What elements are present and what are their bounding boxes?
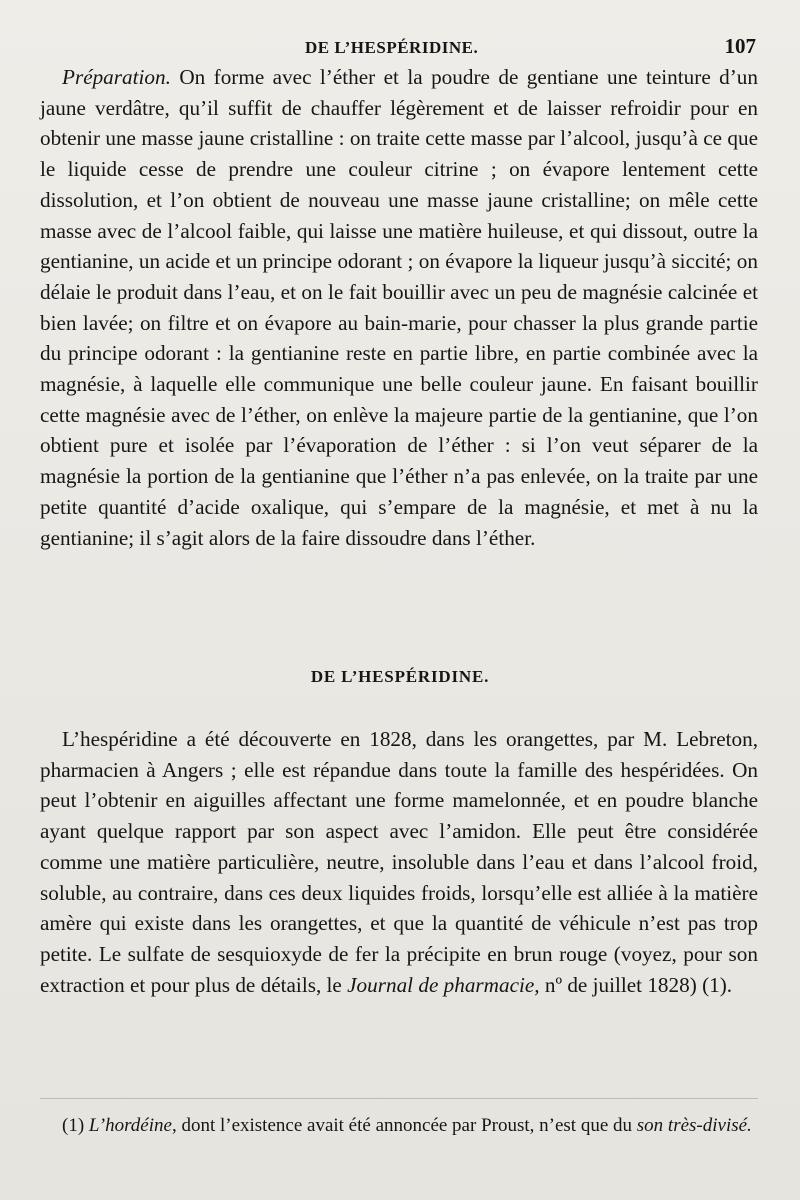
footnote-term: L’hordéine — [88, 1115, 172, 1136]
footnote-text: , dont l’existence avait été annoncée par Proust, n’est que du — [171, 1115, 637, 1136]
page-number: 107 — [724, 34, 756, 58]
preparation-paragraph — [40, 62, 758, 553]
section-title: DE L’HESPÉRIDINE. — [310, 667, 490, 686]
preparation-lead: Préparation. — [62, 65, 171, 89]
hesperidine-text-after: nº de juillet 1828) (1). — [539, 972, 733, 997]
hesperidine-paragraph — [40, 724, 758, 1000]
footnote-ending: son très-divisé. — [636, 1115, 752, 1136]
running-header: DE L’HESPÉRIDINE. — [305, 38, 479, 57]
hesperidine-text-before: L’hespéridine a été découverte en 1828, dans les orangettes, par M. Lebreton, pharmacien à Angers ; elle est répandue dans toute la famille des hespéridées. On peut l’obtenir en aiguilles affectant une forme mamelonnée, et en poudre blanche ayant quelque rapport par son aspect avec l’amidon. Elle peut être considérée comme une matière particulière, neutre, insoluble dans l’eau et dans l’alcool froid, soluble, au contraire, dans ces deux liquides froids, lorsqu’elle est alliée à la matière amère qui existe dans les orangettes, et que la quantité de véhicule n’est pas trop petite. Le sulfate de sesquioxyde de fer la précipite en brun rouge (voyez, pour son extraction et pour plus de détails, le — [40, 727, 758, 997]
footnote-divider — [40, 1098, 758, 1099]
preparation-text: On forme avec l’éther et la poudre de gentiane une teinture d’un jaune verdâtre, qu’il suffit de chauffer légèrement et de laisser refroidir pour en obtenir une masse jaune cristalline : on traite cette masse par l’alcool, jusqu’à ce que le liquide cesse de prendre une couleur citrine ; on évapore lentement cette dissolution, et l’on obtient de nouveau une masse jaune cristalline; on mêle cette masse avec de l’alcool faible, qui laisse une matière huileuse, et qui dissout, outre la gentianine, un acide et un principe odorant ; on évapore la liqueur jusqu’à siccité; on délaie le produit dans l’eau, et on le fait bouillir avec un peu de magnésie calcinée et bien lavée; on filtre et on évapore au bain-marie, pour chasser la plus grande partie du principe odorant : la gentianine reste en partie libre, en partie combinée avec la magnésie, à laquelle elle communique une belle couleur jaune. En faisant bouillir cette magnésie avec de l’éther, on enlève la majeure partie de la gentianine, que l’on obtient pure et isolée par l’évaporation de l’éther : si l’on veut séparer de la magnésie la portion de la gentianine que l’éther n’a pas enlevée, on la traite par une petite quantité d’acide oxalique, qui s’empare de la magnésie, et met à nu la gentianine; il s’agit alors de la faire dissoudre dans l’éther. — [40, 65, 758, 550]
journal-reference: Journal de pharmacie, — [347, 972, 540, 997]
footnote-marker: (1) — [62, 1115, 89, 1136]
footnote — [40, 1112, 758, 1139]
